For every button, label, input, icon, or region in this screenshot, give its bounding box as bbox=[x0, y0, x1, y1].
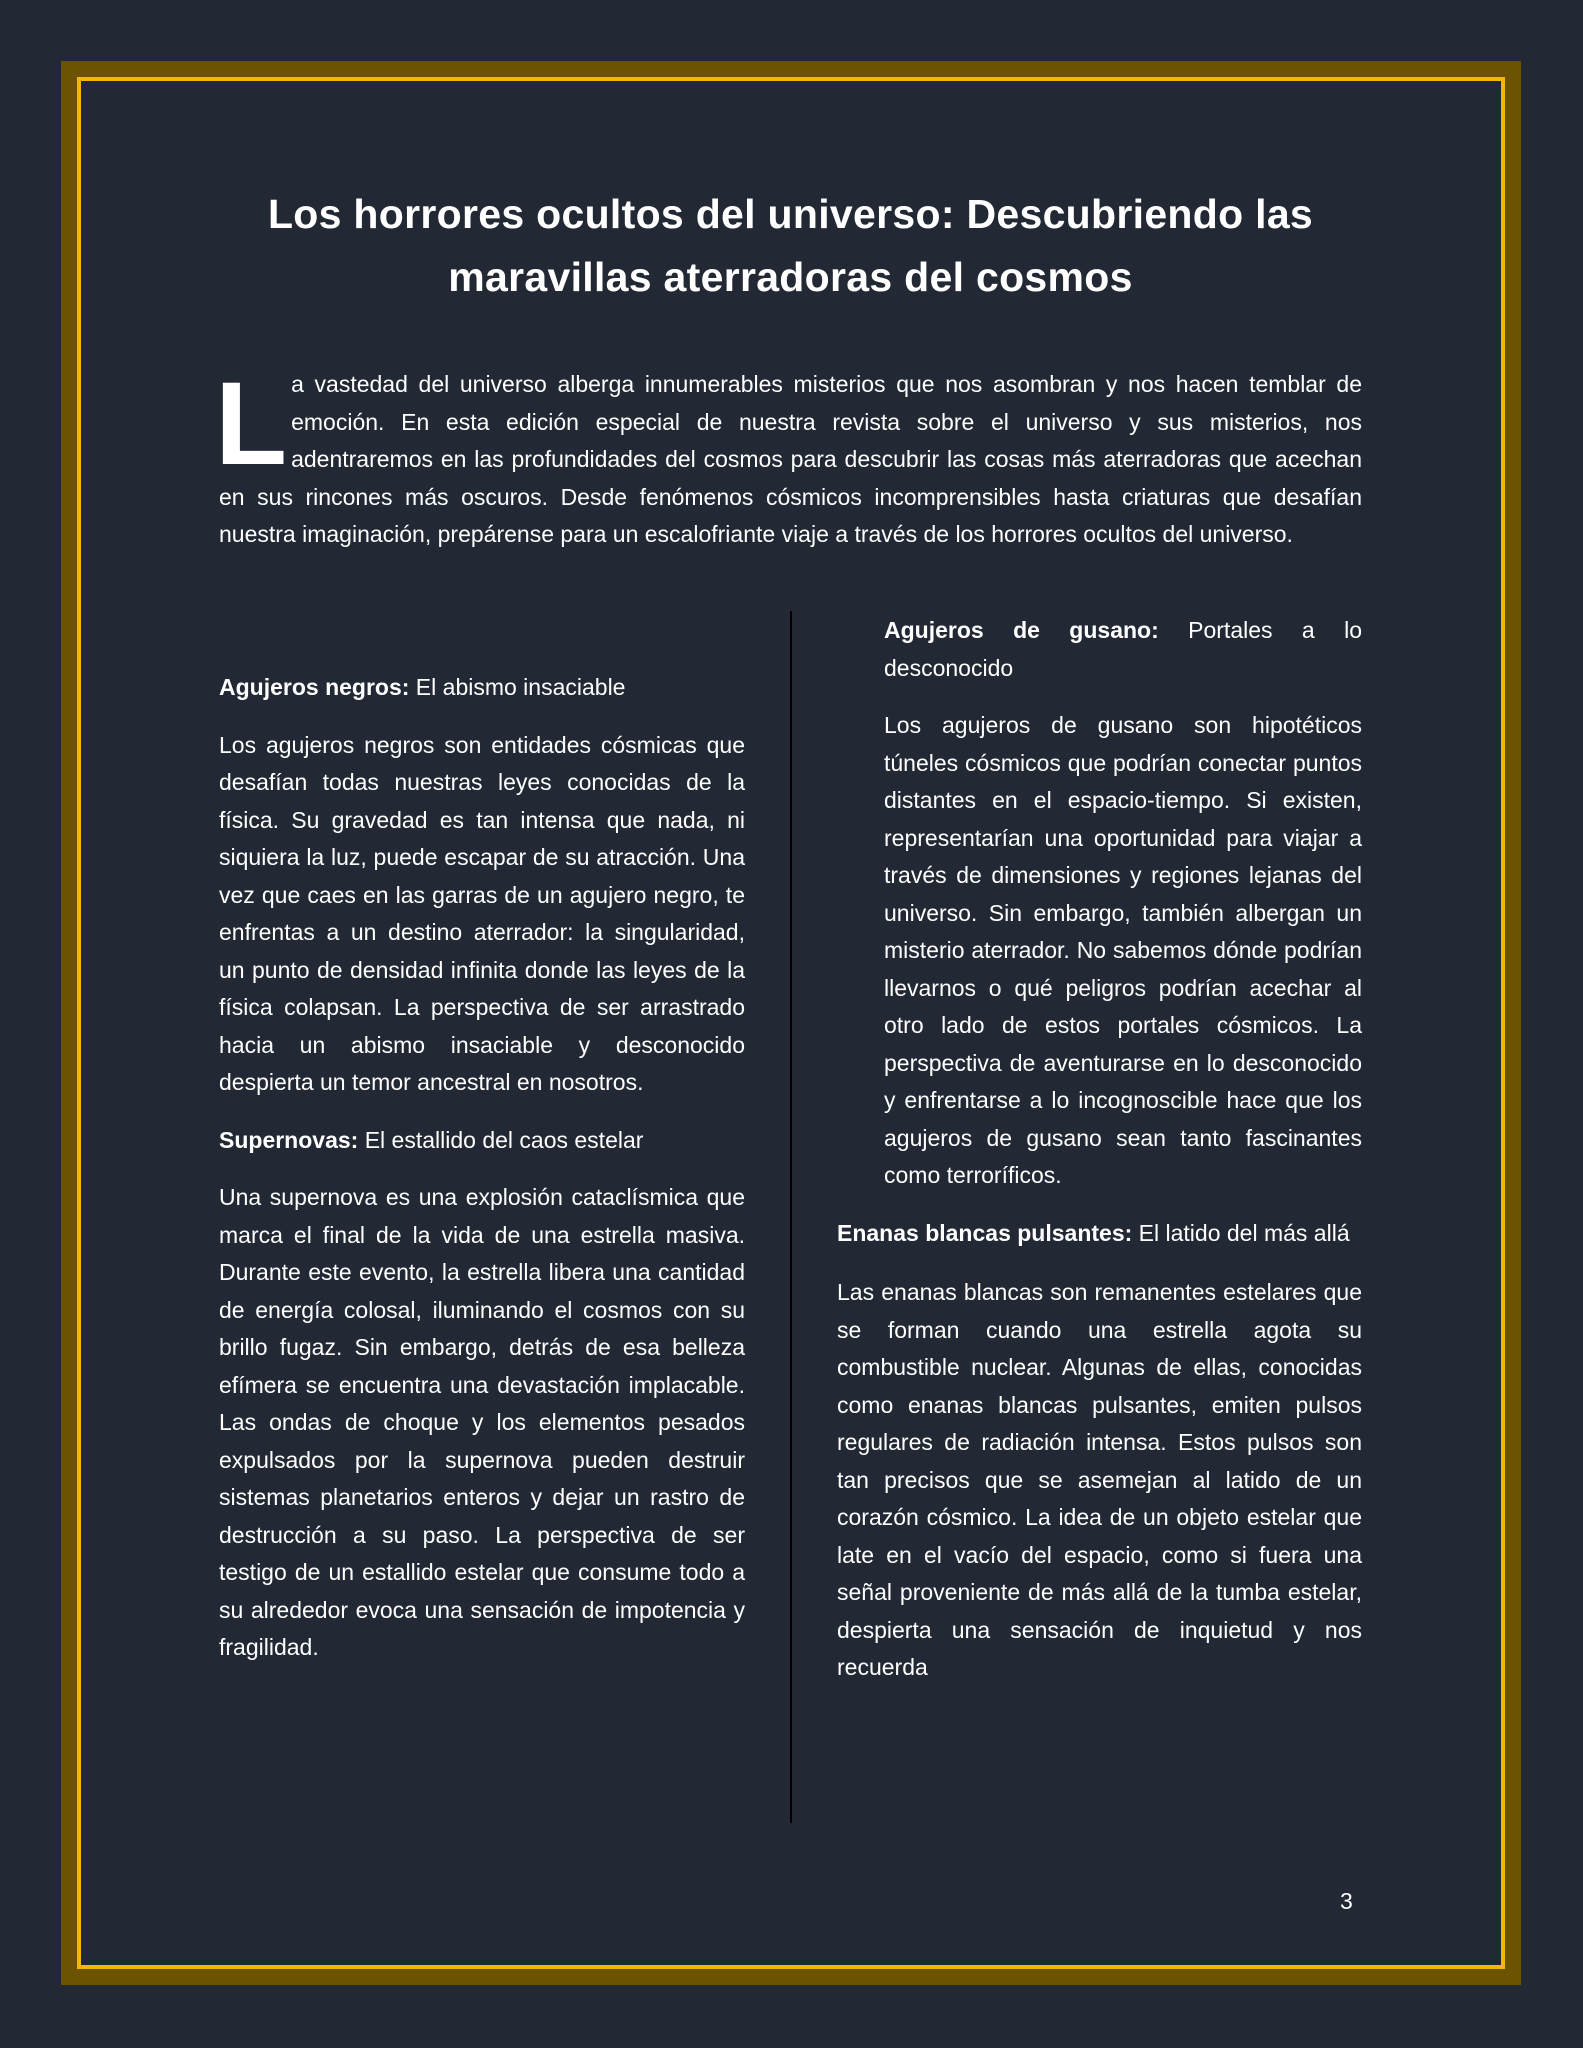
page-number: 3 bbox=[1340, 1888, 1353, 1914]
heading-subtitle: El abismo insaciable bbox=[409, 674, 626, 700]
section-body: Los agujeros de gusano son hipotéticos túneles cósmicos que podrían conectar puntos distantes en el espacio-tiempo. Si existen, representarían una oportunidad para viajar a través de dimensiones y regiones lejanas del universo. Sin embargo, también albergan un misterio aterrador. No sabemos dónde podrían llevarnos o qué peligros podrían acechar al otro lado de estos portales cósmicos. La perspectiva de aventurarse en lo desconocido y enfrentarse a lo incognoscible hace que los agujeros de gusano sean tanto fascinantes como terroríficos. bbox=[884, 712, 1362, 1188]
heading-bold: Agujeros de gusano: bbox=[884, 617, 1159, 643]
heading-bold: Agujeros negros: bbox=[219, 674, 410, 700]
left-column bbox=[219, 669, 745, 1667]
intro-text: a vastedad del universo alberga innumerables misterios que nos asombran y nos hacen temblar de emoción. En esta edición especial de nuestra revista sobre el universo y sus misterios, nos adentraremos en las profundidades del cosmos para descubrir las cosas más aterradoras que acechan en sus rincones más oscuros. Desde fenómenos cósmicos incomprensibles hasta criaturas que desafían nuestra imaginación, prepárense para un escalofriante viaje a través de los horrores ocultos del universo. bbox=[219, 371, 1362, 547]
heading-subtitle: El latido del más allá bbox=[1132, 1219, 1350, 1246]
section-body: Los agujeros negros son entidades cósmicas que desafían todas nuestras leyes conocidas de la física. Su gravedad es tan intensa que nada, ni siquiera la luz, puede escapar de su atracción. Una vez que caes en las garras de un agujero negro, te enfrentas a un destino aterrador: la singularidad, un punto de densidad infinita donde las leyes de la física colapsan. La perspectiva de ser arrastrado hacia un abismo insaciable y desconocido despierta un temor ancestral en nosotros. bbox=[219, 731, 745, 1095]
section-heading bbox=[837, 1215, 1362, 1253]
heading-subtitle: Portales a lo desconocido bbox=[884, 617, 1362, 681]
drop-cap: L bbox=[215, 358, 288, 490]
section-body: Las enanas blancas son remanentes estelares que se forman cuando una estrella agota su combustible nuclear. Algunas de ellas, conocidas como enanas blancas pulsantes, emiten pulsos regulares de radiación intensa. Estos pulsos son tan precisos que se asemejan al latido de un corazón cósmico. La idea de un objeto estelar que late en el vacío del espacio, como si fuera una señal proveniente de más allá de la tumba estelar, despierta una sensación de inquietud y nos recuerda bbox=[837, 1279, 1362, 1680]
section-heading bbox=[219, 669, 745, 707]
section-heading bbox=[884, 612, 1362, 687]
right-column bbox=[837, 612, 1362, 1687]
heading-bold: Supernovas: bbox=[219, 1126, 359, 1153]
section-body: Una supernova es una explosión cataclísmica que marca el final de la vida de una estrella masiva. Durante este evento, la estrella libera una cantidad de energía colosal, iluminando el cosmos con su brillo fugaz. Sin embargo, detrás de esa belleza efímera se encuentra una devastación implacable. Las ondas de choque y los elementos pesados expulsados por la supernova pueden destruir sistemas planetarios enteros y dejar un rastro de destrucción a su paso. La perspectiva de ser testigo de un estallido estelar que consume todo a su alrededor evoca una sensación de impotencia y fragilidad. bbox=[219, 1184, 745, 1660]
heading-subtitle: El estallido del caos estelar bbox=[358, 1126, 644, 1153]
section-heading bbox=[219, 1122, 745, 1160]
article-title: Los horrores ocultos del universo: Descubriendo las maravillas aterradoras del cosmos bbox=[267, 191, 1314, 300]
intro-paragraph bbox=[215, 358, 1362, 554]
column-divider bbox=[790, 611, 792, 1823]
heading-bold: Enanas blancas pulsantes: bbox=[837, 1219, 1133, 1246]
